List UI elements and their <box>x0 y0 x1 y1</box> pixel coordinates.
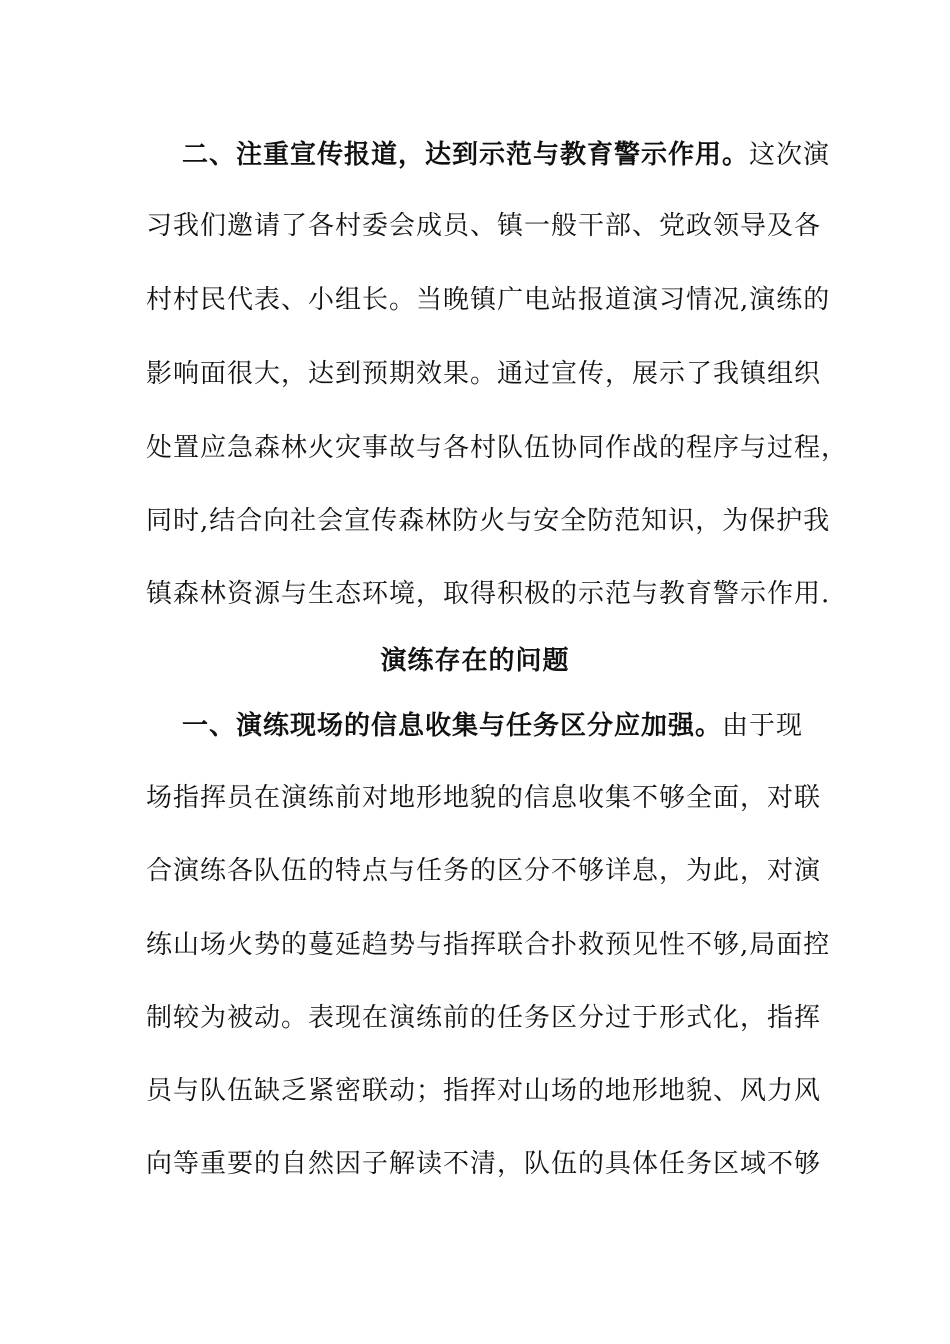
section1-line: 同时,结合向社会宣传森林防火与安全防范知识，为保护我 <box>146 506 831 536</box>
section1-line: 影响面很大，达到预期效果。通过宣传，展示了我镇组织 <box>146 359 822 389</box>
section2-first-line-rest: 由于现 <box>722 711 804 741</box>
section2-line: 员与队伍缺乏紧密联动；指挥对山场的地形地貌、风力风 <box>146 1076 822 1106</box>
section2-line: 场指挥员在演练前对地形地貌的信息收集不够全面，对联 <box>146 783 822 813</box>
section1-line: 村村民代表、小组长。当晚镇广电站报道演习情况,演练的 <box>146 285 831 315</box>
section1-first-line-rest: 这次演 <box>749 140 831 170</box>
section1-first-line <box>182 137 831 173</box>
section1-line: 镇森林资源与生态环境，取得积极的示范与教育警示作用. <box>146 579 831 609</box>
section2-line: 向等重要的自然因子解读不清，队伍的具体任务区域不够 <box>146 1149 822 1179</box>
section2-line: 练山场火势的蔓延趋势与指挥联合扑救预见性不够,局面控 <box>146 930 831 960</box>
section1-heading: 二、注重宣传报道，达到示范与教育警示作用。 <box>182 140 750 170</box>
section2-heading: 一、演练现场的信息收集与任务区分应加强。 <box>182 711 723 741</box>
section1-line: 习我们邀请了各村委会成员、镇一般干部、党政领导及各 <box>146 211 822 241</box>
section-title: 演练存在的问题 <box>380 646 570 676</box>
section1-line: 处置应急森林火灾事故与各村队伍协同作战的程序与过程， <box>146 433 849 463</box>
section2-line: 合演练各队伍的特点与任务的区分不够详息，为此，对演 <box>146 856 822 886</box>
section2-line: 制较为被动。表现在演练前的任务区分过于形式化，指挥 <box>146 1003 822 1033</box>
section2-first-line <box>182 708 812 744</box>
